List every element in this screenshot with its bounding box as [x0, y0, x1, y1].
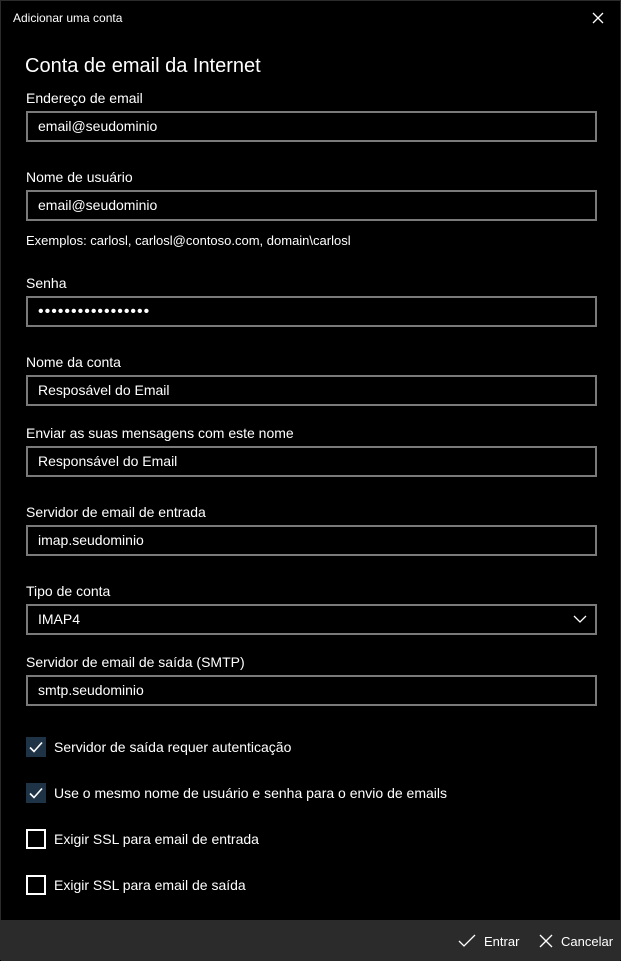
account-type-value: IMAP4	[38, 611, 81, 627]
checkmark-icon	[458, 934, 476, 948]
incoming-server-label: Servidor de email de entrada	[26, 504, 206, 520]
chevron-down-icon	[573, 614, 587, 624]
checkbox-box[interactable]	[26, 737, 46, 757]
checkbox-label: Use o mesmo nome de usuário e senha para o envio de emails	[54, 785, 447, 801]
close-icon[interactable]	[590, 10, 606, 26]
cancel-label: Cancelar	[561, 933, 614, 949]
account-type-label: Tipo de conta	[26, 583, 111, 599]
checkbox-label: Exigir SSL para email de entrada	[54, 831, 259, 847]
sender-name-label: Enviar as suas mensagens com este nome	[26, 425, 294, 441]
checkbox-box[interactable]	[26, 875, 46, 895]
account-type-select[interactable]	[26, 604, 597, 635]
incoming-server-field[interactable]: imap.seudominio	[26, 525, 597, 556]
cancel-button[interactable]	[539, 930, 613, 952]
checkbox-ssl-incoming[interactable]	[26, 828, 259, 850]
email-field[interactable]: email@seudominio	[26, 111, 597, 142]
checkbox-outgoing-auth[interactable]	[26, 736, 291, 758]
username-hint: Exemplos: carlosl, carlosl@contoso.com, domain\carlosl	[26, 233, 351, 248]
password-label: Senha	[26, 275, 67, 291]
checkbox-label: Servidor de saída requer autenticação	[54, 739, 292, 755]
checkbox-box[interactable]	[26, 829, 46, 849]
sender-name-field[interactable]: Responsável do Email	[26, 446, 597, 477]
sign-in-button[interactable]	[458, 930, 519, 952]
outgoing-server-field[interactable]: smtp.seudominio	[26, 675, 597, 706]
username-label: Nome de usuário	[26, 169, 133, 185]
title-bar	[1, 1, 620, 35]
outgoing-server-label: Servidor de email de saída (SMTP)	[26, 654, 245, 670]
checkbox-box[interactable]	[26, 783, 46, 803]
page-title: Conta de email da Internet	[25, 55, 261, 77]
password-field[interactable]: •••••••••••••••••	[26, 296, 597, 327]
dialog-footer	[1, 920, 620, 961]
checkmark-icon	[28, 739, 44, 755]
account-name-field[interactable]: Resposável do Email	[26, 375, 597, 406]
sign-in-label: Entrar	[484, 933, 520, 949]
checkmark-icon	[28, 785, 44, 801]
close-icon	[539, 934, 553, 948]
window-title: Adicionar uma conta	[13, 11, 123, 25]
email-label: Endereço de email	[26, 90, 143, 106]
account-name-label: Nome da conta	[26, 354, 121, 370]
checkbox-ssl-outgoing[interactable]	[26, 874, 246, 896]
checkbox-label: Exigir SSL para email de saída	[54, 877, 246, 893]
checkbox-same-credentials[interactable]	[26, 782, 447, 804]
username-field[interactable]: email@seudominio	[26, 190, 597, 221]
